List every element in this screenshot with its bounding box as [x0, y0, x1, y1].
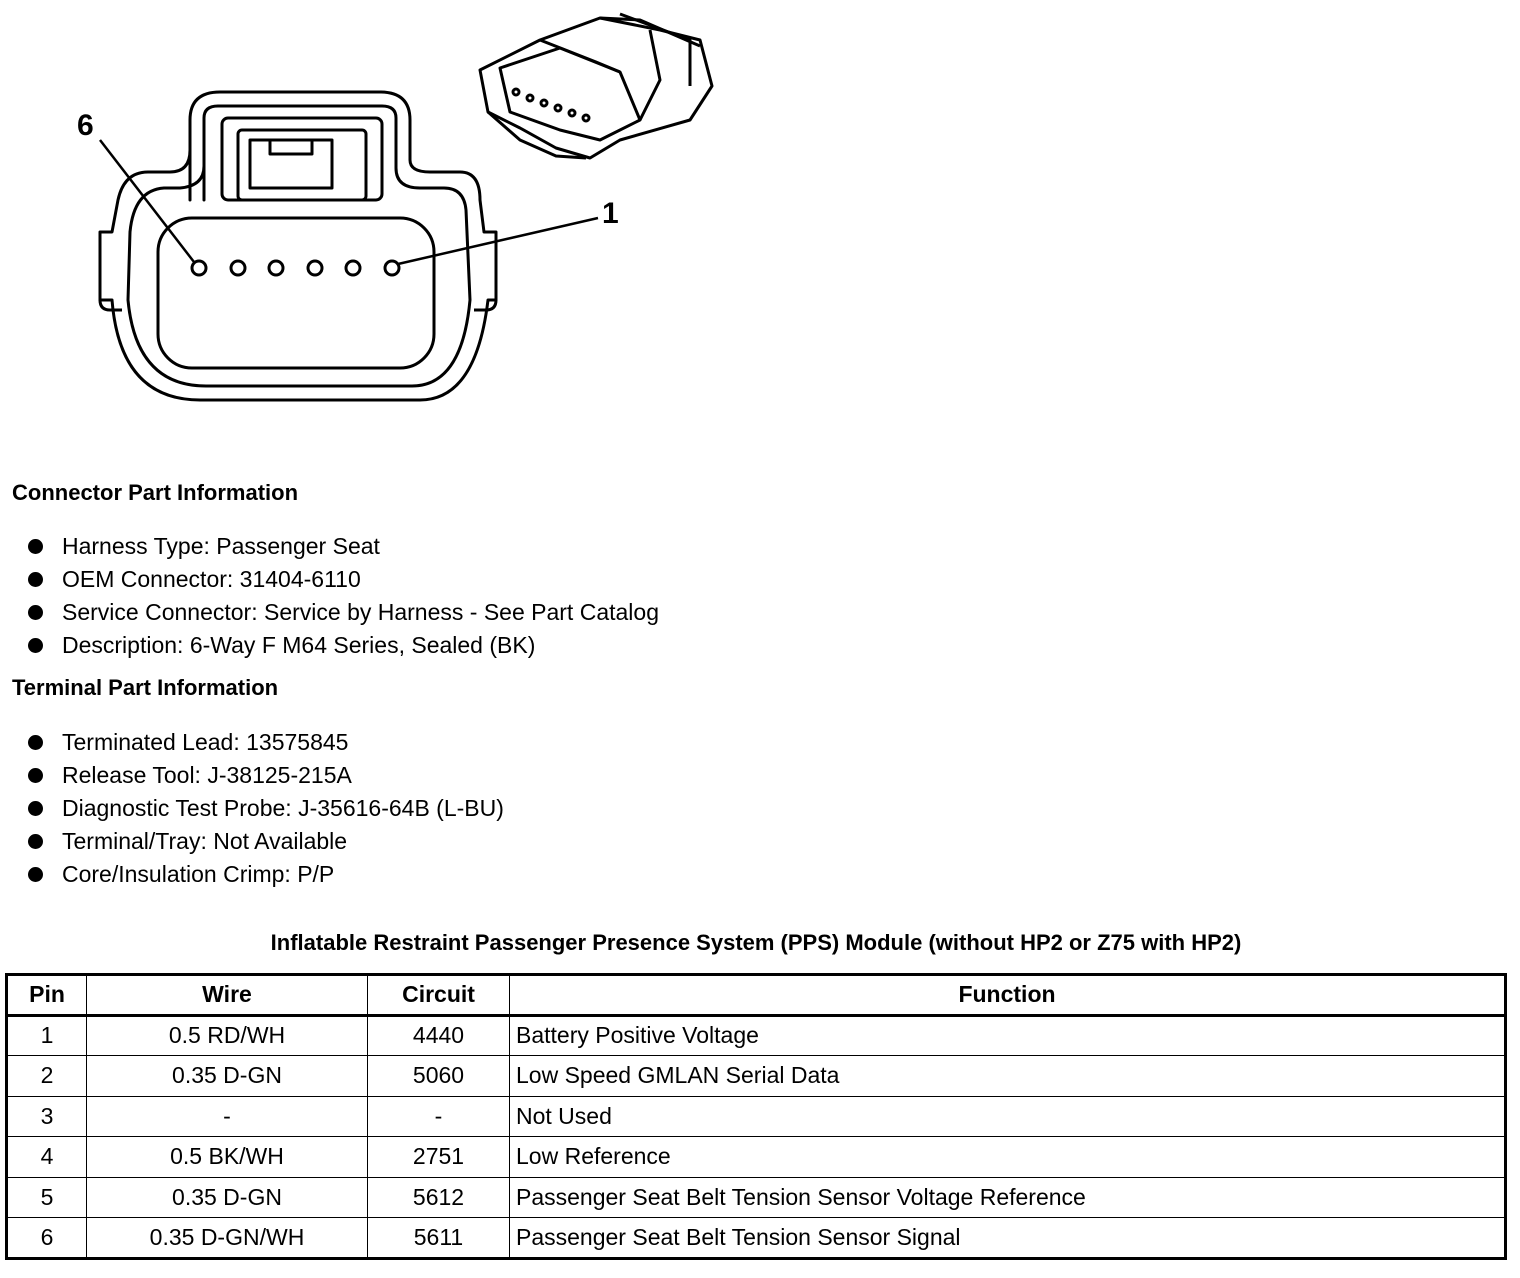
list-item	[28, 858, 504, 891]
callout-pin-1: 1	[602, 197, 619, 230]
list-item	[28, 726, 504, 759]
list-item-text: Description: 6-Way F M64 Series, Sealed (BK)	[62, 632, 536, 658]
pin-1	[385, 261, 399, 275]
header-wire: Wire	[87, 975, 368, 1016]
list-item	[28, 629, 659, 662]
cell-pin: 4	[7, 1137, 87, 1178]
table-row	[7, 1177, 1506, 1218]
list-item-text: OEM Connector: 31404-6110	[62, 566, 361, 592]
pin-5	[231, 261, 245, 275]
housing-inner	[128, 106, 470, 386]
connector-diagram	[0, 0, 760, 440]
table-row	[7, 1096, 1506, 1137]
cell-circuit: 5060	[368, 1056, 510, 1097]
list-item	[28, 825, 504, 858]
pinout-table-title: Inflatable Restraint Passenger Presence System (PPS) Module (without HP2 or Z75 with HP2)	[270, 930, 1242, 955]
cell-circuit: 4440	[368, 1015, 510, 1056]
pin-2	[346, 261, 360, 275]
cell-pin: 3	[7, 1096, 87, 1137]
cell-wire: 0.5 RD/WH	[87, 1015, 368, 1056]
list-item-text: Service Connector: Service by Harness - See Part Catalog	[62, 599, 659, 625]
cell-wire: 0.35 D-GN	[87, 1056, 368, 1097]
cell-function: Low Reference	[510, 1137, 1506, 1178]
leader-pin-1	[398, 218, 598, 264]
list-item-text: Terminated Lead: 13575845	[62, 729, 349, 755]
table-row	[7, 1015, 1506, 1056]
bullet-icon	[28, 539, 43, 554]
connector-info-title: Connector Part Information	[12, 480, 299, 505]
connector-3d-view	[480, 14, 712, 158]
table-row	[7, 1218, 1506, 1259]
bullet-icon	[28, 572, 43, 587]
connector-info-list	[28, 530, 659, 662]
list-item-text: Harness Type: Passenger Seat	[62, 533, 380, 559]
cell-function: Low Speed GMLAN Serial Data	[510, 1056, 1506, 1097]
bullet-icon	[28, 867, 43, 882]
bullet-icon	[28, 605, 43, 620]
bullet-icon	[28, 768, 43, 783]
cell-function: Passenger Seat Belt Tension Sensor Voltage Reference	[510, 1177, 1506, 1218]
list-item-text: Release Tool: J-38125-215A	[62, 762, 352, 788]
table-header-row	[7, 975, 1506, 1016]
cell-function: Passenger Seat Belt Tension Sensor Signal	[510, 1218, 1506, 1259]
list-item	[28, 792, 504, 825]
header-circuit: Circuit	[368, 975, 510, 1016]
pin-4	[269, 261, 283, 275]
pin-cavity	[158, 218, 434, 368]
list-item-text: Terminal/Tray: Not Available	[62, 828, 348, 854]
pinout-table	[5, 973, 1507, 1260]
bullet-icon	[28, 735, 43, 750]
latch-tab-inner	[270, 140, 312, 154]
ear-left	[100, 232, 122, 310]
cell-wire: 0.35 D-GN	[87, 1177, 368, 1218]
cell-circuit: 2751	[368, 1137, 510, 1178]
cell-pin: 5	[7, 1177, 87, 1218]
cell-wire: 0.35 D-GN/WH	[87, 1218, 368, 1259]
list-item-text: Diagnostic Test Probe: J-35616-64B (L-BU)	[62, 795, 504, 821]
cell-wire: 0.5 BK/WH	[87, 1137, 368, 1178]
cell-function: Not Used	[510, 1096, 1506, 1137]
bullet-icon	[28, 801, 43, 816]
terminal-info-list	[28, 726, 504, 891]
cell-wire: -	[87, 1096, 368, 1137]
header-pin: Pin	[7, 975, 87, 1016]
connector-face-drawing	[0, 0, 760, 440]
table-row	[7, 1137, 1506, 1178]
cell-pin: 6	[7, 1218, 87, 1259]
cell-function: Battery Positive Voltage	[510, 1015, 1506, 1056]
bullet-icon	[28, 638, 43, 653]
cell-circuit: -	[368, 1096, 510, 1137]
cell-pin: 1	[7, 1015, 87, 1056]
list-item	[28, 596, 659, 629]
table-row	[7, 1056, 1506, 1097]
header-function: Function	[510, 975, 1506, 1016]
list-item	[28, 563, 659, 596]
terminal-info-title: Terminal Part Information	[12, 675, 279, 700]
cell-circuit: 5612	[368, 1177, 510, 1218]
latch-tab	[250, 140, 332, 188]
list-item	[28, 759, 504, 792]
callout-pin-6: 6	[77, 109, 94, 142]
list-item	[28, 530, 659, 563]
bullet-icon	[28, 834, 43, 849]
pin-3	[308, 261, 322, 275]
cell-circuit: 5611	[368, 1218, 510, 1259]
cell-pin: 2	[7, 1056, 87, 1097]
leader-pin-6	[100, 140, 194, 262]
pin-6	[192, 261, 206, 275]
list-item-text: Core/Insulation Crimp: P/P	[62, 861, 335, 887]
